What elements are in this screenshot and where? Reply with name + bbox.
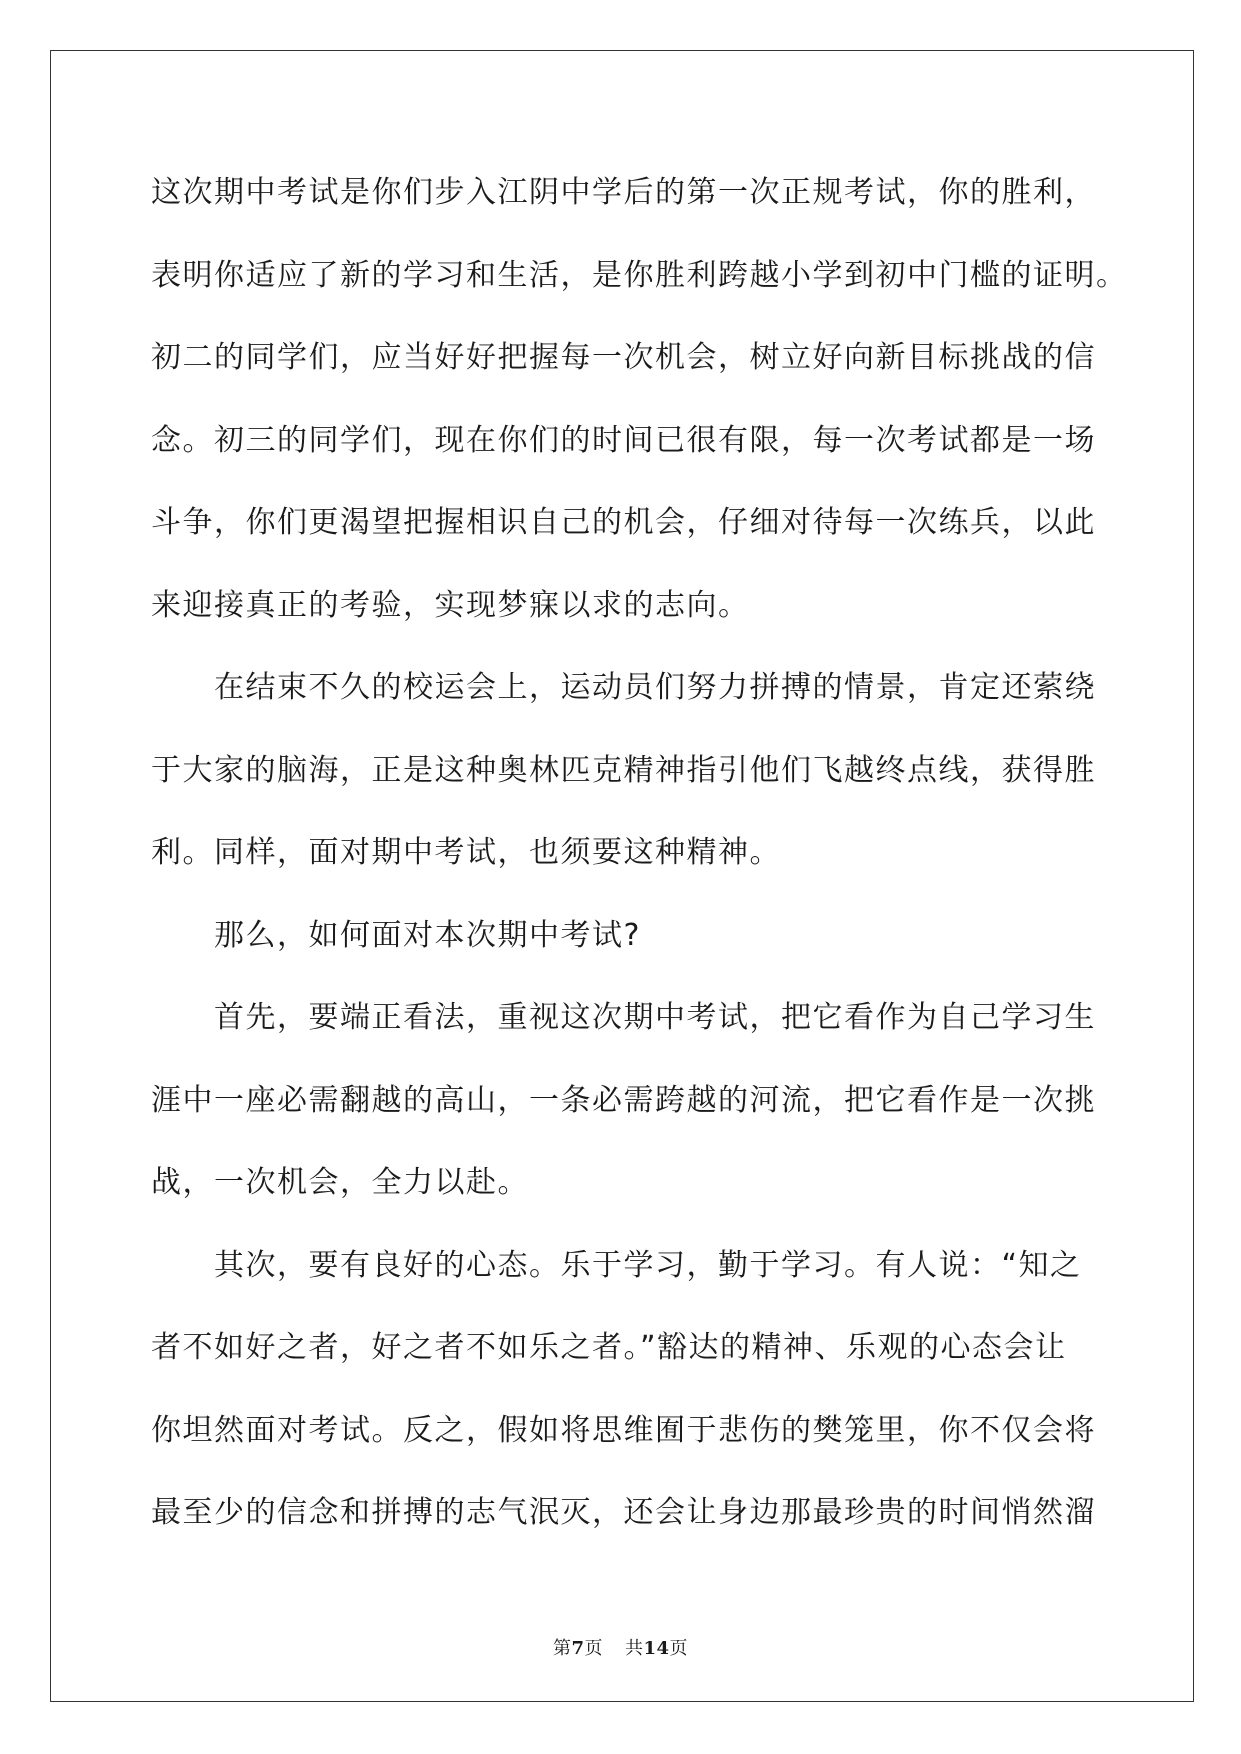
document-body bbox=[151, 152, 1128, 1555]
text-line: 战，一次机会，全力以赴。 bbox=[151, 1165, 529, 1200]
text-line: 最至少的信念和拼搏的志气泯灭，还会让身边那最珍贵的时间悄然溜 bbox=[151, 1495, 1096, 1530]
text-line: 者不如好之者，好之者不如乐之者。”豁达的精神、乐观的心态会让 bbox=[151, 1330, 1067, 1365]
text-line: 表明你适应了新的学习和生活，是你胜利跨越小学到初中门槛的证明。 bbox=[151, 257, 1128, 293]
text-line: 在结束不久的校运会上，运动员们努力拼搏的情景，肯定还萦绕 bbox=[214, 670, 1096, 705]
text-line: 斗争，你们更渴望把握相识自己的机会，仔细对待每一次练兵，以此 bbox=[151, 505, 1096, 540]
text-line: 你坦然面对考试。反之，假如将思维囿于悲伤的樊笼里，你不仅会将 bbox=[151, 1412, 1096, 1448]
text-line: 来迎接真正的考验，实现梦寐以求的志向。 bbox=[151, 587, 750, 623]
paragraph-3 bbox=[151, 895, 1096, 978]
text-line: 其次，要有良好的心态。乐于学习，勤于学习。有人说：“知之 bbox=[214, 1247, 1082, 1283]
text-line: 这次期中考试是你们步入江阴中学后的第一次正规考试，你的胜利， bbox=[151, 175, 1096, 210]
text-line: 那么，如何面对本次期中考试? bbox=[214, 917, 641, 953]
page-footer bbox=[0, 1634, 1241, 1660]
text-line: 念。初三的同学们，现在你们的时间已很有限，每一次考试都是一场 bbox=[151, 422, 1096, 458]
paragraph-5 bbox=[151, 1225, 1096, 1555]
text-line: 首先，要端正看法，重视这次期中考试，把它看作为自己学习生 bbox=[214, 1000, 1096, 1035]
total-prefix: 共 bbox=[624, 1638, 644, 1659]
paragraph-2 bbox=[151, 647, 1096, 895]
page-suffix: 页 bbox=[584, 1638, 603, 1659]
page-prefix: 第 bbox=[552, 1638, 572, 1659]
paragraph-1 bbox=[151, 152, 1128, 647]
total-suffix: 页 bbox=[669, 1638, 689, 1659]
text-line: 涯中一座必需翻越的高山，一条必需跨越的河流，把它看作是一次挑 bbox=[151, 1082, 1096, 1118]
text-line: 于大家的脑海，正是这种奥林匹克精神指引他们飞越终点线，获得胜 bbox=[151, 752, 1096, 788]
text-line: 初二的同学们，应当好好把握每一次机会，树立好向新目标挑战的信 bbox=[151, 340, 1096, 375]
total-pages: 14 bbox=[643, 1638, 670, 1659]
text-line: 利。同样，面对期中考试，也须要这种精神。 bbox=[151, 835, 781, 870]
paragraph-4 bbox=[151, 977, 1096, 1225]
page-number: 7 bbox=[571, 1638, 585, 1659]
